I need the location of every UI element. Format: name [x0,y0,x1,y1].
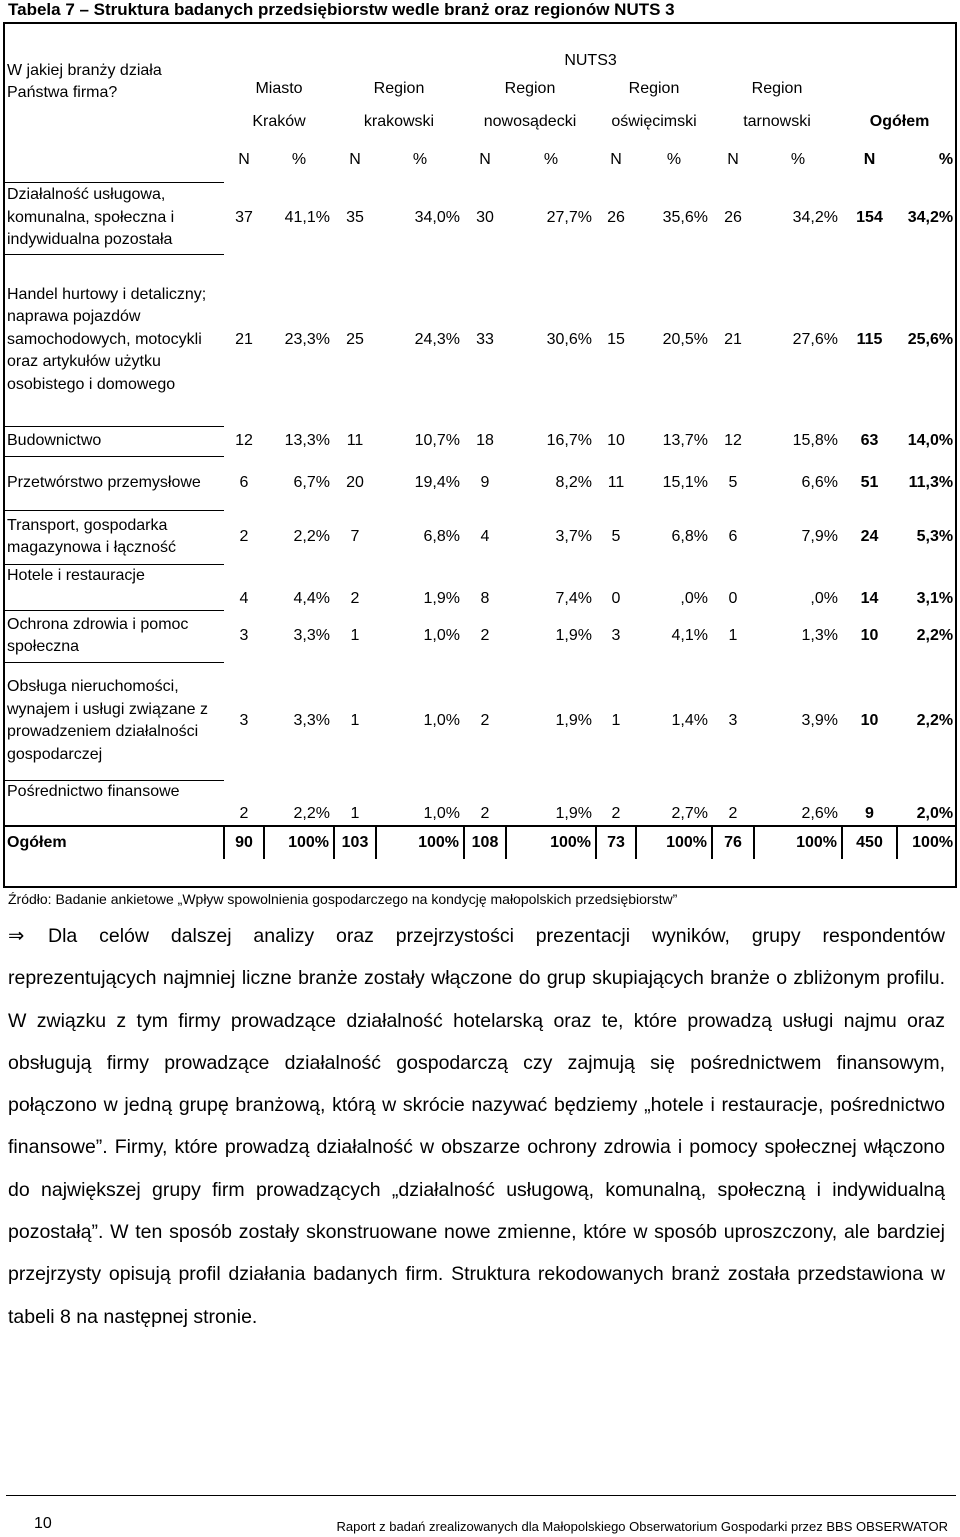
n-cell: 2 [480,804,490,822]
percent-column-header: % [543,150,559,168]
percent-cell: 10,7% [414,431,460,449]
source-note: Źródło: Badanie ankietowe „Wpływ spowolnienia gospodarczego na kondycję małopolskich przedsiębiorstw” [8,891,678,907]
n-cell: 3 [239,711,249,729]
n-cell: 30 [476,208,494,226]
footer-divider [6,1495,956,1496]
percent-cell: 1,9% [555,711,592,729]
arrow-icon: ⇒ [8,925,25,947]
percent-cell: 30,6% [546,330,592,348]
table-row [3,426,957,456]
region-header-line1: Region [628,79,680,97]
region-header-line1: Miasto [255,79,303,97]
region-header-line2: Kraków [252,112,306,130]
n-cell: 103 [334,826,376,859]
n-cell: 2 [480,626,490,644]
total-percent-cell: 14,0% [907,431,954,449]
total-percent-cell: 2,0% [916,804,954,822]
percent-cell: 1,9% [555,626,592,644]
percent-cell: 13,3% [284,431,330,449]
percent-column-header: % [291,150,307,168]
percent-cell: 1,0% [423,804,460,822]
percent-cell: 3,9% [801,711,838,729]
total-percent-cell: 3,1% [916,589,954,607]
n-cell: 3 [611,626,621,644]
n-cell: 90 [224,826,264,859]
n-cell: 12 [724,431,742,449]
n-cell: 3 [239,626,249,644]
percent-cell: 7,9% [801,527,838,545]
footer-text: Raport z badań zrealizowanych dla Małopolskiego Obserwatorium Gospodarki przez BBS OBSERWATOR [336,1519,948,1534]
percent-cell: 2,2% [293,804,330,822]
region-header-line2: tarnowski [743,112,811,130]
region-header-line1: Region [504,79,556,97]
percent-cell: 6,8% [423,527,460,545]
table-row [3,564,957,610]
n-cell: 26 [607,208,625,226]
n-cell: 1 [350,804,360,822]
n-cell: 1 [728,626,738,644]
question-text: W jakiej branży działa Państwa firma? [7,61,162,101]
percent-cell: 1,0% [423,626,460,644]
n-cell: 37 [235,208,253,226]
n-cell: 6 [728,527,738,545]
n-cell: 3 [728,711,738,729]
table-row [3,456,957,510]
percent-cell: 3,7% [555,527,592,545]
table-row [3,610,957,662]
percent-cell: 100% [636,826,712,859]
percent-cell: 100% [754,826,842,859]
region-header-line2: oświęcimski [611,112,697,130]
percent-cell: 15,1% [662,473,708,491]
percent-cell: 100% [264,826,334,859]
percent-cell: 100% [376,826,464,859]
table-row [3,662,957,780]
n-cell: 7 [350,527,360,545]
row-label: Pośrednictwo finansowe [3,780,224,826]
total-n-cell: 51 [860,473,879,491]
total-percent-cell: 100% [897,826,957,859]
row-label: Hotele i restauracje [3,564,224,610]
region-header-line1: Region [751,79,803,97]
n-cell: 1 [350,711,360,729]
n-cell: 25 [346,330,364,348]
n-column-header: N [610,150,622,168]
percent-cell: 27,7% [546,208,592,226]
percent-cell: 4,1% [671,626,708,644]
row-label: Handel hurtowy i detaliczny; naprawa pojazdów samochodowych, motocykli oraz artykułów użytku osobistego i domowego [3,254,224,426]
row-label: Ochrona zdrowia i pomoc społeczna [3,610,224,662]
n-column-header: N [238,150,250,168]
percent-cell: 20,5% [662,330,708,348]
table-row [3,510,957,564]
region-header-line1: Region [373,79,425,97]
percent-cell: ,0% [810,589,838,607]
n-cell: 21 [724,330,742,348]
percent-cell: 27,6% [792,330,838,348]
n-cell: 2 [239,804,249,822]
total-n-cell: 154 [856,208,883,226]
question-header [3,22,224,138]
n-cell: 20 [346,473,364,491]
total-n-cell: 450 [842,826,897,859]
percent-cell: 1,9% [555,804,592,822]
percent-cell: 34,2% [792,208,838,226]
percent-cell: 1,3% [801,626,838,644]
n-cell: 11 [607,473,625,491]
n-cell: 9 [480,473,490,491]
region-header-line2: nowosądecki [483,112,577,130]
n-cell: 5 [728,473,738,491]
empty-header-cell [842,72,957,106]
percent-cell: 34,0% [414,208,460,226]
body-paragraph [8,915,945,1338]
table-title: Tabela 7 – Struktura badanych przedsiębiorstw wedle branż oraz regionów NUTS 3 [8,0,675,19]
row-label: Obsługa nieruchomości, wynajem i usługi związane z prowadzeniem działalności gospodarczej [3,662,224,780]
percent-column-header: % [790,150,806,168]
percent-cell: 41,1% [284,208,330,226]
n-cell: 4 [239,589,249,607]
total-n-cell: 115 [856,330,883,348]
percent-cell: 7,4% [555,589,592,607]
n-column-header: N [863,150,876,168]
percent-cell: 6,7% [293,473,330,491]
table-row [3,254,957,426]
total-percent-cell: 11,3% [908,473,954,491]
percent-cell: 3,3% [293,711,330,729]
percent-cell: 23,3% [284,330,330,348]
total-percent-cell: 2,2% [916,711,954,729]
n-cell: 15 [607,330,625,348]
page-number: 10 [34,1515,52,1532]
total-percent-cell: 25,6% [907,330,954,348]
percent-cell: 13,7% [662,431,708,449]
n-cell: 2 [611,804,621,822]
table-row [3,780,957,826]
percent-cell: 6,6% [801,473,838,491]
row-label: Przetwórstwo przemysłowe [3,456,224,510]
n-cell: 2 [480,711,490,729]
empty-header-cell [3,138,224,182]
percent-cell: 2,6% [801,804,838,822]
percent-cell: 19,4% [414,473,460,491]
n-cell: 73 [596,826,636,859]
n-cell: 5 [611,527,621,545]
n-cell: 8 [480,589,490,607]
total-n-cell: 24 [860,527,879,545]
n-cell: 0 [728,589,738,607]
percent-cell: 1,4% [671,711,708,729]
percent-cell: 24,3% [414,330,460,348]
total-n-cell: 9 [865,804,874,822]
n-cell: 18 [476,431,494,449]
table-row [3,182,957,254]
n-cell: 4 [480,527,490,545]
n-cell: 108 [464,826,506,859]
n-column-header: N [727,150,739,168]
percent-cell: 1,9% [423,589,460,607]
n-column-header: N [479,150,491,168]
percent-cell: 2,2% [293,527,330,545]
n-cell: 10 [607,431,625,449]
percent-cell: 8,2% [555,473,592,491]
n-cell: 76 [712,826,754,859]
n-cell: 2 [728,804,738,822]
n-cell: 1 [350,626,360,644]
total-row [3,826,957,859]
row-label: Transport, gospodarka magazynowa i łączność [3,510,224,564]
nuts-header: NUTS3 [564,51,617,69]
n-column-header: N [349,150,361,168]
percent-cell: 100% [506,826,596,859]
percent-cell: 4,4% [293,589,330,607]
row-label: Ogółem [3,826,224,859]
n-cell: 2 [350,589,360,607]
total-header: Ogółem [869,112,930,130]
percent-column-header: % [666,150,682,168]
percent-cell: 35,6% [662,208,708,226]
row-label: Działalność usługowa, komunalna, społeczna i indywidualna pozostała [3,182,224,254]
n-cell: 6 [239,473,249,491]
total-percent-cell: 2,2% [916,626,954,644]
percent-cell: 15,8% [792,431,838,449]
percent-cell: ,0% [680,589,708,607]
n-cell: 0 [611,589,621,607]
total-n-cell: 63 [860,431,879,449]
percent-cell: 16,7% [546,431,592,449]
percent-column-header: % [412,150,428,168]
total-percent-cell: 5,3% [916,527,954,545]
percent-cell: 6,8% [671,527,708,545]
total-n-cell: 14 [860,589,879,607]
n-cell: 33 [476,330,494,348]
total-n-cell: 10 [860,711,879,729]
data-table [3,22,957,859]
total-percent-cell: 34,2% [907,208,954,226]
n-cell: 21 [235,330,253,348]
percent-cell: 1,0% [423,711,460,729]
paragraph-text: Dla celów dalszej analizy oraz przejrzystości prezentacji wyników, grupy respondentów reprezentujących najmniej liczne branże zostały włączone do grup skupiających branże o zbliżonym profilu. W związku z tym firmy prowadzące działalność hotelarską oraz te, które prowadzą usługi najmu oraz obsługują firmy prowadzące działalność gospodarczą czy zajmują się pośrednictwem finansowym, połączono w jedną grupę branżową, którą w skrócie nazywać będziemy „hotele i restauracje, pośrednictwo finansowe”. Firmy, które prowadzą działalność w obszarze ochrony zdrowia i pomocy społecznej włączono do największej grupy firm prowadzących „działalność usługową, komunalną, społeczną i indywidualną pozostałą”. W ten sposób zostały skonstruowane nowe zmienne, które w sposób uproszczony, ale bardziej przejrzysty opisują profil działania badanych firm. Struktura rekodowanych branż została przedstawiona w tabeli 8 na następnej stronie. [8,925,945,1328]
percent-column-header: % [938,150,954,168]
n-cell: 11 [346,431,364,449]
region-header-line2: krakowski [363,112,435,130]
n-cell: 12 [235,431,253,449]
percent-cell: 3,3% [293,626,330,644]
total-n-cell: 10 [860,626,879,644]
row-label: Budownictwo [3,426,224,456]
percent-cell: 2,7% [671,804,708,822]
n-cell: 35 [346,208,364,226]
n-cell: 2 [239,527,249,545]
n-cell: 26 [724,208,742,226]
n-cell: 1 [611,711,621,729]
